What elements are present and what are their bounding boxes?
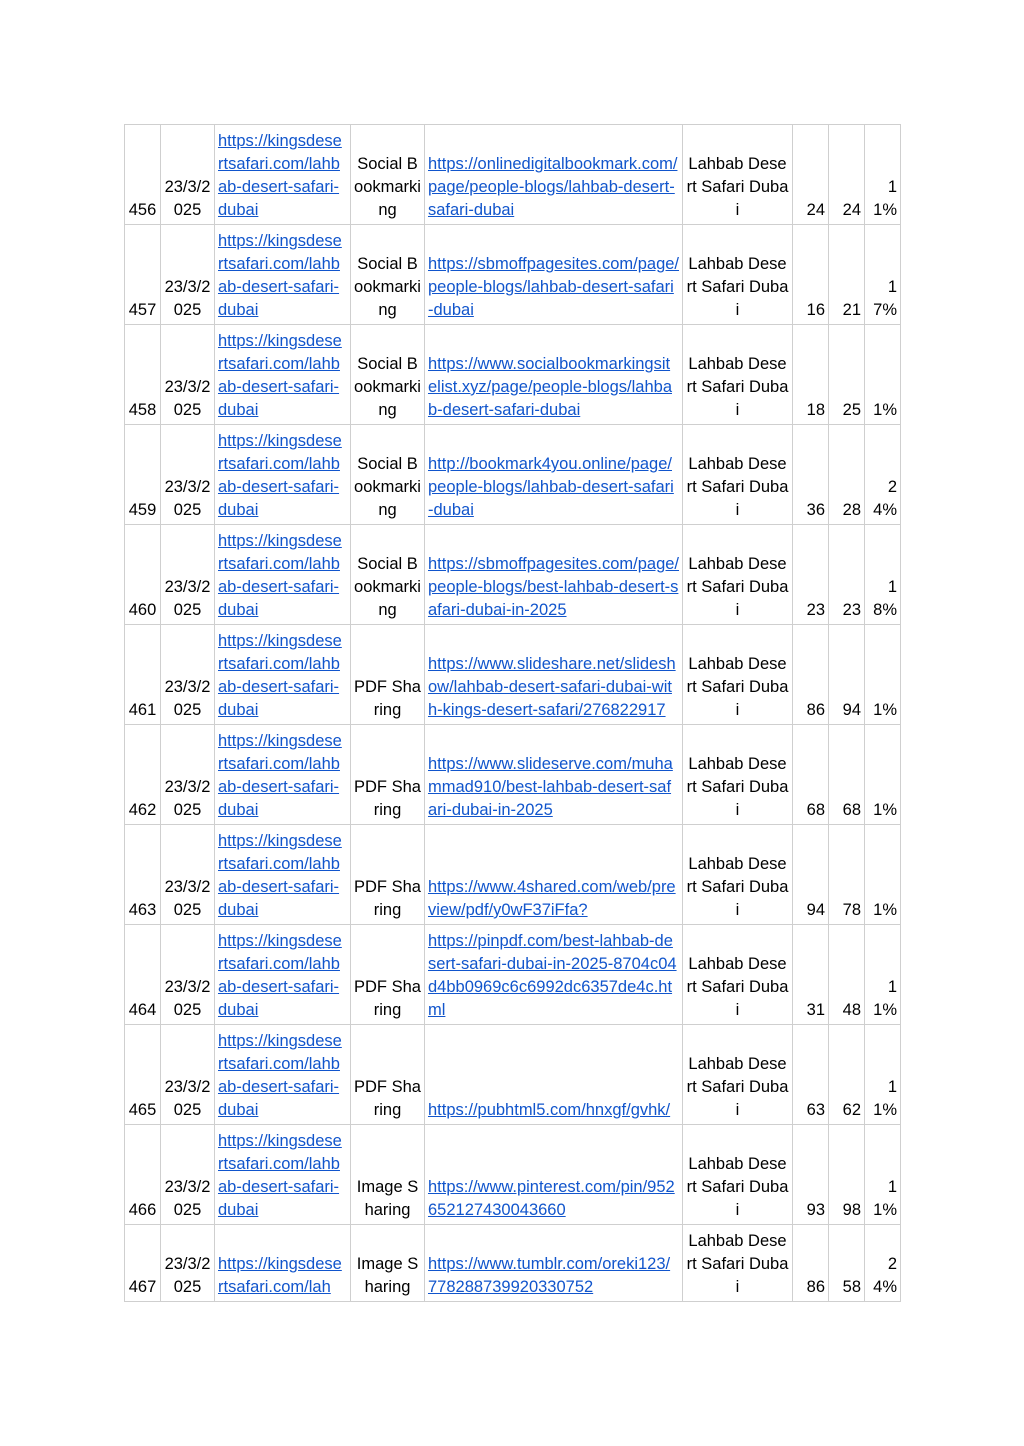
row-ss: 11% bbox=[865, 1025, 901, 1125]
row-pa: 21 bbox=[829, 225, 865, 325]
row-id: 463 bbox=[125, 825, 161, 925]
row-ss: 11% bbox=[865, 925, 901, 1025]
row-keyword: Lahbab Desert Safari Dubai bbox=[683, 1025, 793, 1125]
row-category: PDF Sharing bbox=[351, 825, 425, 925]
row-da: 86 bbox=[793, 1225, 829, 1302]
row-da: 31 bbox=[793, 925, 829, 1025]
submission-url-link[interactable]: https://www.socialbookmarkingsitelist.xyz/page/people-blogs/lahbab-desert-safari-dubai bbox=[428, 355, 672, 419]
row-keyword: Lahbab Desert Safari Dubai bbox=[683, 1225, 793, 1302]
row-da: 18 bbox=[793, 325, 829, 425]
row-pa: 78 bbox=[829, 825, 865, 925]
row-id: 457 bbox=[125, 225, 161, 325]
row-pa: 28 bbox=[829, 425, 865, 525]
row-category: PDF Sharing bbox=[351, 1025, 425, 1125]
page-url-link[interactable]: https://kingsdesertsafari.com/lah bbox=[218, 1255, 342, 1296]
row-category: PDF Sharing bbox=[351, 625, 425, 725]
table-row bbox=[125, 725, 901, 825]
row-keyword: Lahbab Desert Safari Dubai bbox=[683, 925, 793, 1025]
row-category: PDF Sharing bbox=[351, 725, 425, 825]
row-id: 464 bbox=[125, 925, 161, 1025]
row-pa: 58 bbox=[829, 1225, 865, 1302]
row-date: 23/3/2025 bbox=[161, 225, 215, 325]
row-category: Social Bookmarking bbox=[351, 225, 425, 325]
table-row bbox=[125, 225, 901, 325]
submission-url-link[interactable]: https://pubhtml5.com/hnxgf/gvhk/ bbox=[428, 1101, 671, 1119]
row-category: Social Bookmarking bbox=[351, 125, 425, 225]
table-row bbox=[125, 925, 901, 1025]
row-ss: 24% bbox=[865, 425, 901, 525]
table-row bbox=[125, 1025, 901, 1125]
row-pa: 68 bbox=[829, 725, 865, 825]
row-pa: 24 bbox=[829, 125, 865, 225]
row-date: 23/3/2025 bbox=[161, 825, 215, 925]
row-id: 466 bbox=[125, 1125, 161, 1225]
table-row bbox=[125, 1225, 901, 1302]
row-ss: 17% bbox=[865, 225, 901, 325]
row-date: 23/3/2025 bbox=[161, 1225, 215, 1302]
row-da: 86 bbox=[793, 625, 829, 725]
row-da: 16 bbox=[793, 225, 829, 325]
row-ss: 1% bbox=[865, 725, 901, 825]
page-url-link[interactable]: https://kingsdesertsafari.com/lahbab-desert-safari-dubai bbox=[218, 632, 342, 719]
row-date: 23/3/2025 bbox=[161, 125, 215, 225]
submission-url-link[interactable]: https://pinpdf.com/best-lahbab-desert-safari-dubai-in-2025-8704c04d4bb0969c6c6992dc6357de4c.html bbox=[428, 932, 677, 1019]
row-keyword: Lahbab Desert Safari Dubai bbox=[683, 125, 793, 225]
page-url-link[interactable]: https://kingsdesertsafari.com/lahbab-desert-safari-dubai bbox=[218, 432, 342, 519]
row-id: 465 bbox=[125, 1025, 161, 1125]
row-id: 467 bbox=[125, 1225, 161, 1302]
row-date: 23/3/2025 bbox=[161, 1025, 215, 1125]
row-da: 24 bbox=[793, 125, 829, 225]
table-row bbox=[125, 125, 901, 225]
page-url-link[interactable]: https://kingsdesertsafari.com/lahbab-desert-safari-dubai bbox=[218, 532, 342, 619]
row-da: 93 bbox=[793, 1125, 829, 1225]
row-ss: 18% bbox=[865, 525, 901, 625]
row-da: 23 bbox=[793, 525, 829, 625]
table-body bbox=[125, 125, 901, 1302]
page-url-link[interactable]: https://kingsdesertsafari.com/lahbab-desert-safari-dubai bbox=[218, 232, 342, 319]
row-id: 458 bbox=[125, 325, 161, 425]
table-row bbox=[125, 625, 901, 725]
row-date: 23/3/2025 bbox=[161, 325, 215, 425]
submission-url-link[interactable]: https://www.4shared.com/web/preview/pdf/y0wF37iFfa? bbox=[428, 878, 676, 919]
row-id: 460 bbox=[125, 525, 161, 625]
row-id: 456 bbox=[125, 125, 161, 225]
row-keyword: Lahbab Desert Safari Dubai bbox=[683, 625, 793, 725]
submission-url-link[interactable]: https://www.pinterest.com/pin/952652127430043660 bbox=[428, 1178, 675, 1219]
submission-url-link[interactable]: https://www.tumblr.com/oreki123/778288739920330752 bbox=[428, 1255, 671, 1296]
row-id: 461 bbox=[125, 625, 161, 725]
page-url-link[interactable]: https://kingsdesertsafari.com/lahbab-desert-safari-dubai bbox=[218, 1132, 342, 1219]
row-keyword: Lahbab Desert Safari Dubai bbox=[683, 1125, 793, 1225]
row-keyword: Lahbab Desert Safari Dubai bbox=[683, 425, 793, 525]
row-category: PDF Sharing bbox=[351, 925, 425, 1025]
row-date: 23/3/2025 bbox=[161, 725, 215, 825]
row-keyword: Lahbab Desert Safari Dubai bbox=[683, 225, 793, 325]
row-keyword: Lahbab Desert Safari Dubai bbox=[683, 825, 793, 925]
row-ss: 1% bbox=[865, 325, 901, 425]
row-category: Social Bookmarking bbox=[351, 525, 425, 625]
table-row bbox=[125, 425, 901, 525]
submission-url-link[interactable]: https://sbmoffpagesites.com/page/people-blogs/best-lahbab-desert-safari-dubai-in-2025 bbox=[428, 555, 680, 619]
backlink-report-table bbox=[124, 124, 901, 1302]
row-id: 462 bbox=[125, 725, 161, 825]
row-pa: 48 bbox=[829, 925, 865, 1025]
row-keyword: Lahbab Desert Safari Dubai bbox=[683, 525, 793, 625]
row-da: 36 bbox=[793, 425, 829, 525]
row-da: 94 bbox=[793, 825, 829, 925]
row-date: 23/3/2025 bbox=[161, 525, 215, 625]
page-url-link[interactable]: https://kingsdesertsafari.com/lahbab-desert-safari-dubai bbox=[218, 332, 342, 419]
row-da: 68 bbox=[793, 725, 829, 825]
row-pa: 62 bbox=[829, 1025, 865, 1125]
table-row bbox=[125, 825, 901, 925]
table-row bbox=[125, 525, 901, 625]
row-date: 23/3/2025 bbox=[161, 625, 215, 725]
row-pa: 98 bbox=[829, 1125, 865, 1225]
row-ss: 24% bbox=[865, 1225, 901, 1302]
page-url-link[interactable]: https://kingsdesertsafari.com/lahbab-desert-safari-dubai bbox=[218, 932, 342, 1019]
row-category: Social Bookmarking bbox=[351, 425, 425, 525]
page-url-link[interactable]: https://kingsdesertsafari.com/lahbab-desert-safari-dubai bbox=[218, 832, 342, 919]
row-pa: 23 bbox=[829, 525, 865, 625]
page-url-link[interactable]: https://kingsdesertsafari.com/lahbab-desert-safari-dubai bbox=[218, 1032, 342, 1119]
row-ss: 11% bbox=[865, 1125, 901, 1225]
row-ss: 1% bbox=[865, 825, 901, 925]
row-pa: 94 bbox=[829, 625, 865, 725]
row-ss: 11% bbox=[865, 125, 901, 225]
submission-url-link[interactable]: https://www.slideserve.com/muhammad910/best-lahbab-desert-safari-dubai-in-2025 bbox=[428, 755, 673, 819]
row-da: 63 bbox=[793, 1025, 829, 1125]
submission-url-link[interactable]: https://onlinedigitalbookmark.com/page/people-blogs/lahbab-desert-safari-dubai bbox=[428, 155, 678, 219]
row-pa: 25 bbox=[829, 325, 865, 425]
table-row bbox=[125, 325, 901, 425]
row-keyword: Lahbab Desert Safari Dubai bbox=[683, 725, 793, 825]
row-date: 23/3/2025 bbox=[161, 1125, 215, 1225]
row-category: Social Bookmarking bbox=[351, 325, 425, 425]
submission-url-link[interactable]: https://sbmoffpagesites.com/page/people-blogs/lahbab-desert-safari-dubai bbox=[428, 255, 680, 319]
table-row bbox=[125, 1125, 901, 1225]
row-category: Image Sharing bbox=[351, 1125, 425, 1225]
submission-url-link[interactable]: https://www.slideshare.net/slideshow/lahbab-desert-safari-dubai-with-kings-desert-safari/276822917 bbox=[428, 655, 676, 719]
row-category: Image Sharing bbox=[351, 1225, 425, 1302]
row-date: 23/3/2025 bbox=[161, 925, 215, 1025]
page-url-link[interactable]: https://kingsdesertsafari.com/lahbab-desert-safari-dubai bbox=[218, 732, 342, 819]
row-keyword: Lahbab Desert Safari Dubai bbox=[683, 325, 793, 425]
submission-url-link[interactable]: http://bookmark4you.online/page/people-blogs/lahbab-desert-safari-dubai bbox=[428, 455, 674, 519]
page-url-link[interactable]: https://kingsdesertsafari.com/lahbab-desert-safari-dubai bbox=[218, 132, 342, 219]
row-date: 23/3/2025 bbox=[161, 425, 215, 525]
row-ss: 1% bbox=[865, 625, 901, 725]
row-id: 459 bbox=[125, 425, 161, 525]
